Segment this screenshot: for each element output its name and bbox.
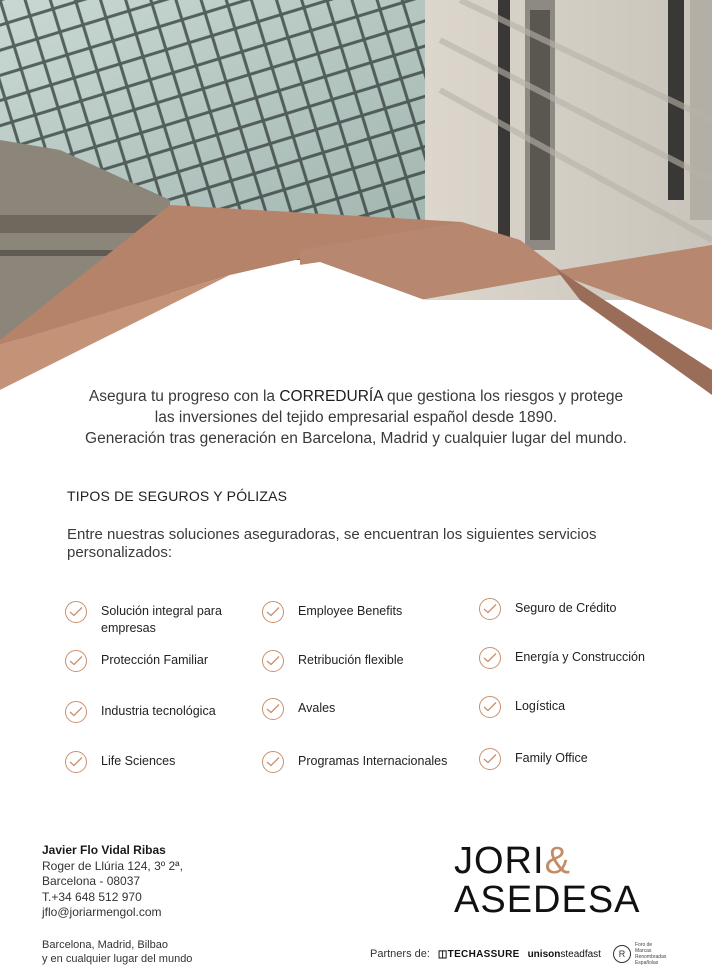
check-icon xyxy=(479,748,501,770)
logo-word-1: JORI xyxy=(454,840,545,882)
company-logo xyxy=(454,842,641,920)
logo-word-2: ASEDESA xyxy=(454,879,641,921)
service-label: Energía y Construcción xyxy=(515,650,645,664)
contact-address: Roger de Llúria 124, 3º 2ª, xyxy=(42,858,183,873)
intro-line1-b: que gestiona los riesgos y protege xyxy=(382,388,624,405)
logo-ampersand: & xyxy=(544,840,571,882)
intro-line3: Generación tras generación en Barcelona, Madrid y cualquier lugar del mundo. xyxy=(85,430,627,447)
techassure-logo: ◫TECHASSURE xyxy=(437,948,520,960)
hero-image xyxy=(0,0,712,400)
intro-emphasis: CORREDURÍA xyxy=(279,388,383,405)
contact-block xyxy=(42,843,183,921)
check-icon xyxy=(479,647,501,669)
intro-line1-a: Asegura tu progreso con la xyxy=(88,388,280,405)
unison-logo xyxy=(528,949,601,960)
service-label: Protección Familiar xyxy=(101,653,208,667)
service-item xyxy=(479,649,675,669)
check-icon xyxy=(65,650,87,672)
offices-line2: y en cualquier lugar del mundo xyxy=(42,953,193,965)
service-item xyxy=(65,652,261,672)
service-item xyxy=(262,700,458,720)
check-icon xyxy=(479,598,501,620)
check-icon xyxy=(65,601,87,623)
check-icon xyxy=(262,601,284,623)
offices-block xyxy=(42,938,192,966)
service-label: Family Office xyxy=(515,751,588,765)
contact-email: jflo@joriarmengol.com xyxy=(42,905,162,919)
intro-line2: las inversiones del tejido empresarial español desde 1890. xyxy=(154,409,558,426)
service-item xyxy=(262,652,458,672)
offices-line1: Barcelona, Madrid, Bilbao xyxy=(42,939,168,951)
unison-text: steadfast xyxy=(560,948,601,960)
section-title: TIPOS DE SEGUROS Y PÓLIZAS xyxy=(67,488,288,504)
service-item xyxy=(65,603,261,637)
check-icon xyxy=(262,650,284,672)
service-item xyxy=(65,703,261,723)
service-label: Solución integral para empresas xyxy=(101,604,222,635)
service-label: Life Sciences xyxy=(101,754,176,768)
contact-name: Javier Flo Vidal Ribas xyxy=(42,843,166,857)
partners-label: Partners de: xyxy=(370,948,430,960)
foro-marcas-text: Foro de Marcas Renombradas Españolas xyxy=(634,942,667,966)
check-icon xyxy=(479,696,501,718)
registered-seal-icon: R xyxy=(613,945,631,963)
service-item xyxy=(262,753,478,773)
contact-city: Barcelona - 08037 xyxy=(42,874,141,888)
service-label: Seguro de Crédito xyxy=(515,601,617,615)
contact-phone: T.+34 648 512 970 xyxy=(42,889,142,904)
check-icon xyxy=(262,751,284,773)
service-label: Employee Benefits xyxy=(298,604,403,618)
service-label: Logística xyxy=(515,699,566,713)
intro-text xyxy=(40,386,672,449)
partners-row xyxy=(370,942,669,966)
techassure-text: TECHASSURE xyxy=(447,948,520,960)
check-icon xyxy=(65,701,87,723)
check-icon xyxy=(262,698,284,720)
service-label: Avales xyxy=(298,701,336,715)
service-item xyxy=(65,753,261,773)
check-icon xyxy=(65,751,87,773)
service-item xyxy=(479,600,675,620)
service-item xyxy=(262,603,458,623)
unison-text-bold: unison xyxy=(527,948,561,960)
service-label: Retribución flexible xyxy=(298,653,404,667)
service-label: Programas Internacionales xyxy=(298,754,448,768)
service-item xyxy=(479,698,675,718)
service-item xyxy=(479,750,675,770)
service-label: Industria tecnológica xyxy=(101,704,216,718)
section-description: Entre nuestras soluciones aseguradoras, se encuentran los siguientes servicios personalizados: xyxy=(67,526,597,561)
